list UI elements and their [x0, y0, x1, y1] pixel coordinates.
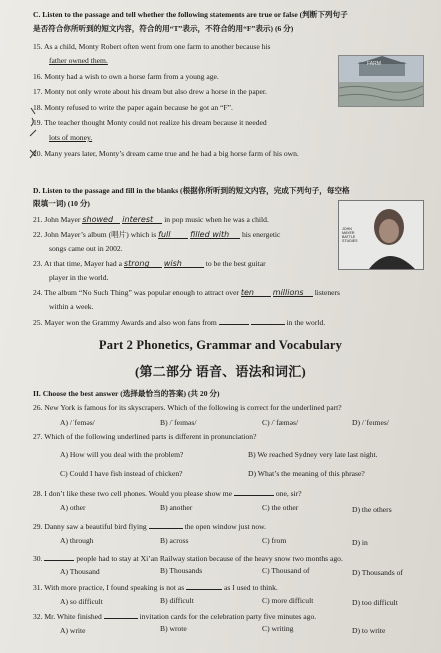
q32-option-a[interactable]: A) write	[60, 626, 86, 635]
q32-blank[interactable]	[104, 610, 138, 619]
question-25	[33, 316, 325, 327]
q17-text: Monty not only wrote about his dream but also drew a horse in the paper.	[44, 87, 267, 96]
q22-text-b: his energetic	[241, 230, 281, 239]
q29-option-b[interactable]: B) across	[160, 536, 189, 545]
q15-text: As a child, Monty Robert often went from one farm to another because his	[43, 42, 271, 51]
q28-option-c[interactable]: C) the other	[262, 503, 299, 512]
q19-text: The teacher thought Monty could not realize his dream because it needed	[44, 118, 267, 127]
question-32	[33, 610, 316, 621]
q26-option-b[interactable]: B) /ˈfeɪməs/	[160, 418, 197, 427]
q22-answer-1: full	[158, 230, 171, 239]
q15-number: 15.	[33, 42, 43, 51]
question-24	[33, 288, 340, 297]
q32-text-b: invitation cards for the celebration party five minutes ago.	[139, 612, 317, 621]
question-18	[33, 103, 233, 112]
farm-illustration	[339, 56, 423, 106]
q18-number: 18.	[33, 103, 43, 112]
q22-text-a: 22. John Mayer’s album (唱片) which is	[33, 230, 157, 239]
q16-number: 16.	[33, 72, 43, 81]
q30-option-d[interactable]: D) Thousands of	[352, 568, 403, 577]
q21-text-b: in pop music when he was a child.	[164, 215, 269, 224]
section-ii-heading: II. Choose the best answer (选择最恰当的答案) (共 20 分)	[33, 389, 220, 398]
q21-answer-1: showed	[82, 215, 114, 224]
q27-option-b[interactable]: B) We reached Sydney very late last night.	[248, 450, 378, 459]
q21-blank-2[interactable]	[122, 215, 162, 224]
q23-text-c: player in the world.	[49, 273, 109, 282]
section-d-heading-2: 限填一词) (10 分)	[33, 199, 90, 208]
q17-number: 17.	[33, 87, 43, 96]
question-26: 26. New York is famous for its skyscrapers. Which of the following is correct for the underlined part?	[33, 403, 342, 412]
q24-text-b: listeners	[314, 288, 340, 297]
section-d-heading: D. Listen to the passage and fill in the blanks (根据你所听到的短文内容，完成下列句子，每空格	[33, 186, 350, 195]
q31-option-d[interactable]: D) too difficult	[352, 598, 398, 607]
q29-text-a: 29. Danny saw a beautiful bird flying	[33, 522, 147, 531]
q18-text: Monty refused to write the paper again because he got an “F”.	[44, 103, 233, 112]
q28-blank[interactable]	[234, 487, 274, 496]
q28-option-d[interactable]: D) the others	[352, 505, 392, 514]
question-16	[33, 72, 219, 81]
q27-option-a[interactable]: A) How will you deal with the problem?	[60, 450, 184, 459]
q21-blank-1[interactable]	[82, 215, 120, 224]
q25-blank-1[interactable]	[219, 316, 249, 325]
q20-text: Many years later, Monty’s dream came true and he had a big horse farm of his own.	[44, 149, 299, 158]
question-31	[33, 581, 278, 592]
q23-answer-2: wish	[163, 259, 182, 268]
q24-answer-1: ten	[240, 288, 255, 297]
q28-option-a[interactable]: A) other	[60, 503, 86, 512]
q21-answer-2: interest	[122, 215, 154, 224]
question-19	[33, 118, 267, 127]
q29-text-b: the open window just now.	[184, 522, 267, 531]
q25-text-a: 25. Mayer won the Grammy Awards and also won fans from	[33, 318, 217, 327]
q26-option-d[interactable]: D) /ˈfeɪmes/	[352, 418, 389, 427]
question-30	[33, 552, 343, 563]
q31-option-b[interactable]: B) difficult	[160, 596, 194, 605]
q29-option-a[interactable]: A) through	[60, 536, 94, 545]
album-title: JOHN MAYER BATTLE STUDIES	[342, 227, 358, 243]
q25-blank-2[interactable]	[251, 316, 285, 325]
q31-option-a[interactable]: A) so difficult	[60, 597, 103, 606]
q31-option-c[interactable]: C) more difficult	[262, 596, 314, 605]
q20-number: 20.	[33, 149, 43, 158]
q31-blank[interactable]	[186, 581, 222, 590]
q32-text-a: 32. Mr. White finished	[33, 612, 102, 621]
q25-text-b: in the world.	[286, 318, 326, 327]
handwritten-marks	[26, 100, 46, 162]
section-c-heading: C. Listen to the passage and tell whether the following statements are true or false (判断下列句子	[33, 10, 348, 19]
q22-text-c: songs came out in 2002.	[49, 244, 123, 253]
q29-option-d[interactable]: D) in	[352, 538, 368, 547]
q15-text-cont: father owned them.	[49, 56, 108, 65]
question-22	[33, 230, 280, 239]
q19-number: 19.	[33, 118, 43, 127]
q22-blank-2[interactable]	[190, 230, 240, 239]
q31-text-a: 31. With more practice, I found speaking is not as	[33, 583, 185, 592]
q30-blank[interactable]	[44, 552, 74, 561]
q27-option-d[interactable]: D) What’s the meaning of this phrase?	[248, 469, 365, 478]
part-2-subtitle: (第二部分 语音、语法和词汇)	[135, 364, 306, 379]
section-c-heading-2: 是否符合你所听到的短文内容，符合的用“T”表示，不符合的用“F”表示) (6 分)	[33, 24, 294, 33]
q30-number: 30.	[33, 554, 43, 563]
q30-option-b[interactable]: B) Thousands	[160, 566, 203, 575]
q26-option-c[interactable]: C) /ˈfæməs/	[262, 418, 299, 427]
q23-text-b: to be the best guitar	[205, 259, 266, 268]
q24-text-a: 24. The album “No Such Thing” was popular enough to attract over	[33, 288, 239, 297]
farm-label: FARM	[367, 61, 381, 67]
q30-option-a[interactable]: A) Thousand	[60, 567, 100, 576]
q26-option-a[interactable]: A) /ˈfeməs/	[60, 418, 95, 427]
q23-blank-2[interactable]	[164, 259, 204, 268]
part-2-title: Part 2 Phonetics, Grammar and Vocabulary	[98, 338, 343, 352]
question-17	[33, 87, 267, 96]
q16-text: Monty had a wish to own a horse farm from a young age.	[44, 72, 219, 81]
question-29	[33, 520, 266, 531]
q32-option-d[interactable]: D) to write	[352, 626, 386, 635]
question-27: 27. Which of the following underlined parts is different in pronunciation?	[33, 432, 257, 441]
q24-blank-1[interactable]	[241, 288, 271, 297]
question-21	[33, 215, 269, 224]
q32-option-c[interactable]: C) writing	[262, 624, 294, 633]
q19-text-cont: lots of money.	[49, 133, 93, 142]
q22-answer-2: filled with	[190, 230, 230, 239]
q23-answer-1: strong	[123, 259, 150, 268]
q30-option-c[interactable]: C) Thousand of	[262, 566, 310, 575]
q30-text-b: people had to stay at Xi’an Railway station because of the heavy snow two months ago.	[76, 554, 343, 563]
q31-text-b: as I used to think.	[224, 583, 278, 592]
question-28	[33, 487, 302, 498]
q28-text-b: one, sir?	[275, 489, 302, 498]
question-15	[33, 42, 270, 51]
q23-text-a: 23. At that time, Mayer had a	[33, 259, 122, 268]
q29-blank[interactable]	[149, 520, 183, 529]
farm-picture	[338, 55, 424, 107]
q28-option-b[interactable]: B) another	[160, 503, 193, 512]
q32-option-b[interactable]: B) wrote	[160, 624, 187, 633]
album-cover	[338, 200, 424, 270]
q22-blank-1[interactable]	[158, 230, 188, 239]
q24-answer-2: millions	[272, 288, 304, 297]
q28-text-a: 28. I don’t like these two cell phones. Would you please show me	[33, 489, 233, 498]
question-20	[33, 149, 299, 158]
q29-option-c[interactable]: C) from	[262, 536, 287, 545]
q27-option-c[interactable]: C) Could I have fish instead of chicken?	[60, 469, 183, 478]
question-23	[33, 259, 266, 268]
q21-text-a: 21. John Mayer	[33, 215, 81, 224]
q23-blank-1[interactable]	[124, 259, 162, 268]
q24-blank-2[interactable]	[273, 288, 313, 297]
q24-text-c: within a week.	[49, 302, 94, 311]
